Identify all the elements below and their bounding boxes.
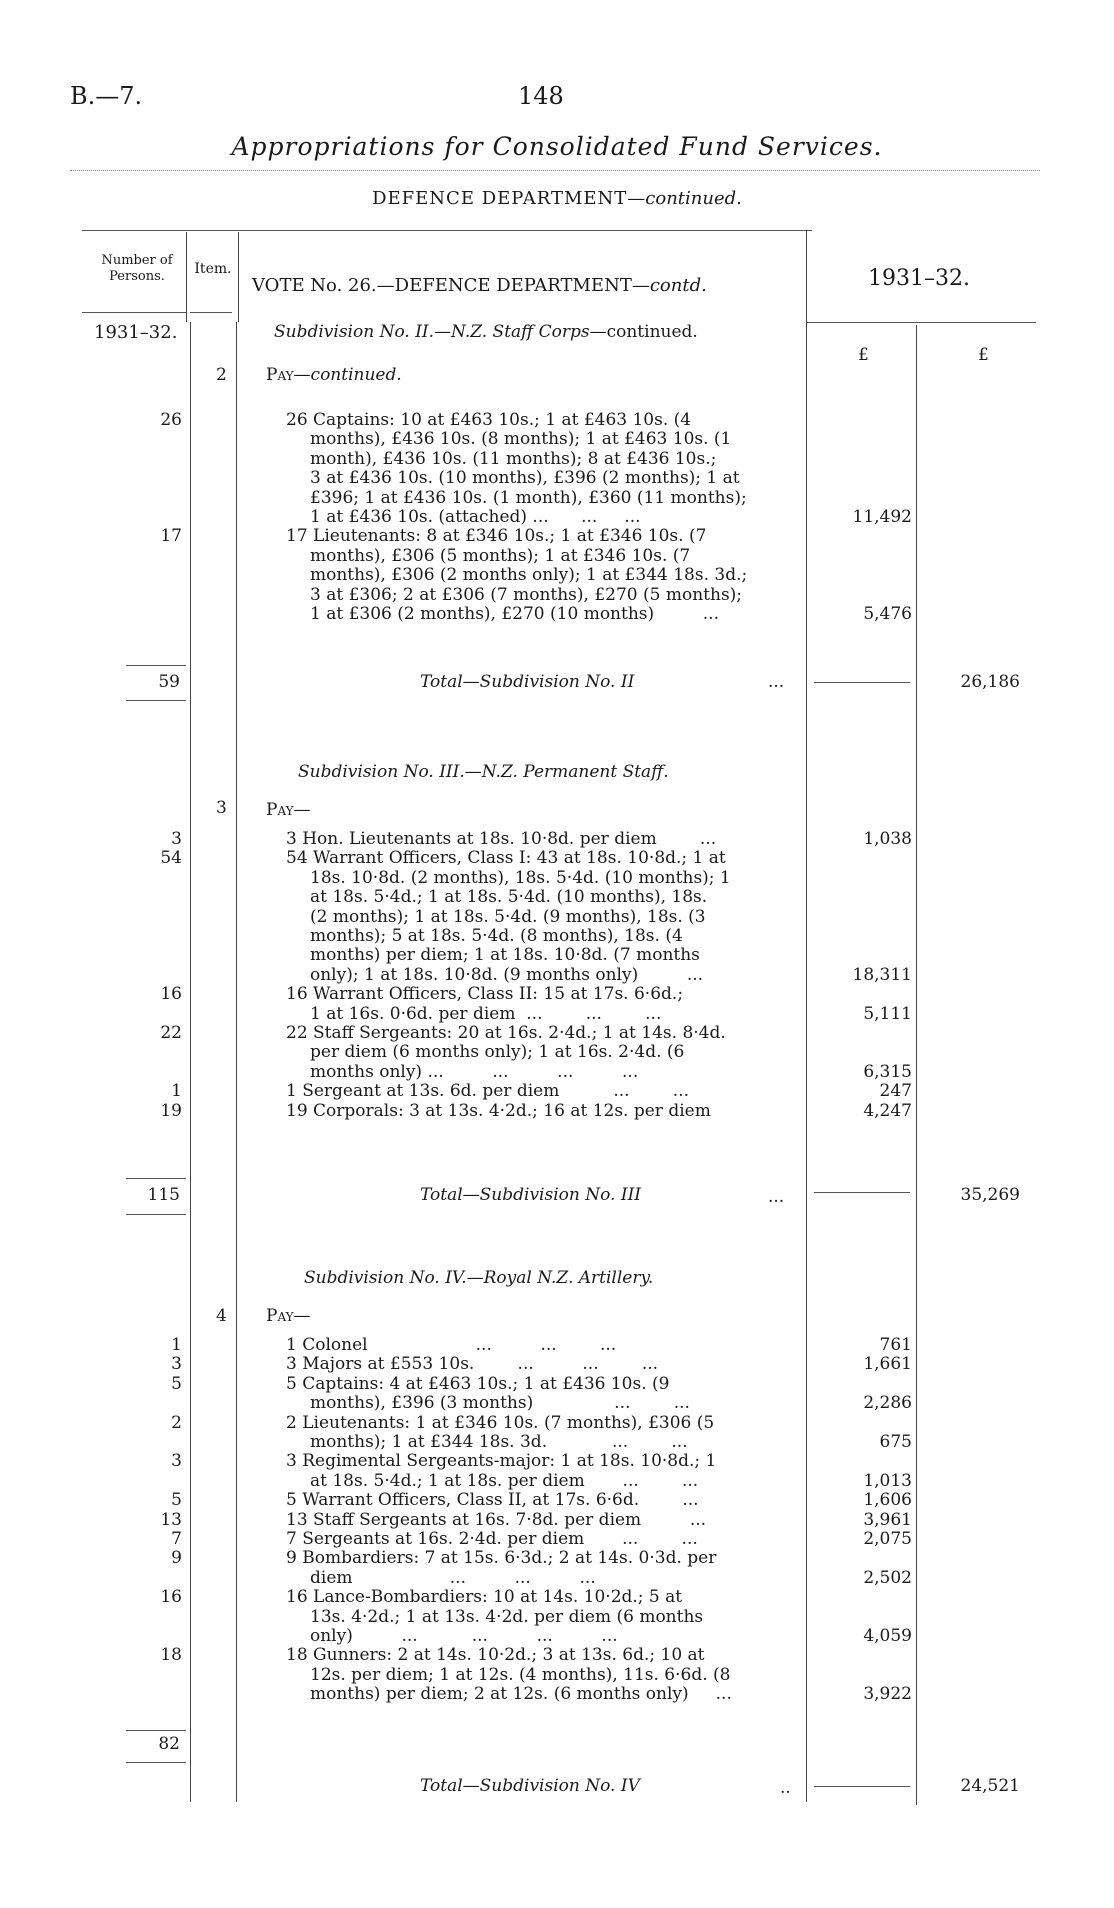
row-text-line: 18 Gunners: 2 at 14s. 10·2d.; 3 at 13s. 6d.; 10 at [286, 1645, 705, 1666]
row-text-line: per diem (6 months only); 1 at 16s. 2·4d. (6 [310, 1042, 685, 1063]
row-text-line: at 18s. 5·4d.; 1 at 18s. 5·4d. (10 months), 18s. [310, 887, 708, 908]
subdivision-2-item: 2 [216, 365, 227, 385]
year-header: 1931–32. [868, 266, 970, 291]
row-persons: 22 [160, 1023, 182, 1043]
row-text-line: 1 at 16s. 0·6d. per diem ... ... ... [310, 1003, 662, 1024]
row-text-line: 7 Sergeants at 16s. 2·4d. per diem ... ... [286, 1529, 698, 1549]
row-amount: 4,247 [863, 1100, 912, 1121]
row-amount: 675 [879, 1432, 912, 1452]
subdivision-3-total-amount-rule [814, 1192, 910, 1193]
row-text-line: 3 Hon. Lieutenants at 18s. 10·8d. per diem ... [286, 829, 717, 849]
row-text-line: 12s. per diem; 1 at 12s. (4 months), 11s. 6·6d. (8 [310, 1664, 731, 1685]
row-amount: 3,922 [863, 1684, 912, 1705]
pound-head-rule [806, 322, 1036, 323]
subdivision-4-title: Subdivision No. IV.—Royal N.Z. Artillery. [304, 1268, 654, 1288]
row-text-line: month), £436 10s. (11 months); 8 at £436 10s.; [310, 448, 717, 469]
row-text-line: months) per diem; 1 at 18s. 10·8d. (7 months [310, 945, 700, 966]
subdivision-2-total-rule-bottom [126, 700, 186, 701]
year-col-divider [806, 230, 807, 322]
row-text-line: 19 Corporals: 3 at 13s. 4·2d.; 16 at 12s. per diem [286, 1100, 711, 1121]
subdivision-3-title: Subdivision No. III.—N.Z. Permanent Staff. [298, 762, 669, 782]
row-persons: 2 [171, 1412, 182, 1433]
subdivision-4-total-persons: 82 [158, 1734, 180, 1754]
row-amount: 5,476 [863, 604, 912, 624]
row-persons: 1 [171, 1335, 182, 1355]
subdivision-4-total-amount: 24,521 [960, 1776, 1020, 1796]
row-text-line: 16 Lance-Bombardiers: 10 at 14s. 10·2d.; 5 at [286, 1587, 683, 1608]
row-text-line: 18s. 10·8d. (2 months), 18s. 5·4d. (10 months); 1 [310, 867, 731, 888]
row-persons: 3 [171, 1354, 182, 1375]
subdivision-4-total-amount-rule [814, 1786, 910, 1787]
row-persons: 13 [160, 1509, 182, 1530]
subdivision-2-total-rule-top [126, 665, 186, 666]
persons-year: 1931–32. [94, 322, 178, 343]
row-text-line: months only) ... ... ... ... [310, 1061, 639, 1082]
item-right-rule [236, 322, 237, 1802]
row-amount: 5,111 [863, 1003, 912, 1024]
persons-col-divider [186, 232, 187, 322]
row-amount: 1,606 [863, 1490, 912, 1511]
subdivision-2-total-amount: 26,186 [960, 672, 1020, 692]
row-amount: 761 [879, 1335, 912, 1355]
row-persons: 1 [171, 1081, 182, 1102]
row-persons: 9 [171, 1548, 182, 1569]
page-number: 148 [518, 82, 564, 110]
table-top-rule [82, 230, 812, 231]
row-amount: 2,502 [863, 1567, 912, 1588]
row-text-line: 26 Captains: 10 at £463 10s.; 1 at £463 10s. (4 [286, 410, 692, 430]
row-amount: 11,492 [852, 507, 912, 527]
row-text-line: months) per diem; 2 at 12s. (6 months only) ... [310, 1684, 732, 1705]
row-amount: 2,286 [863, 1393, 912, 1414]
item-col-header: Item. [194, 261, 232, 277]
row-persons: 7 [171, 1529, 182, 1549]
row-amount: 4,059 [863, 1626, 912, 1646]
row-text-line: 3 at £436 10s. (10 months), £396 (2 months); 1 at [310, 468, 740, 489]
subdivision-2-total-amount-rule [814, 682, 910, 683]
row-amount: 247 [879, 1081, 912, 1102]
row-text-line: 16 Warrant Officers, Class II: 15 at 17s. 6·6d.; [286, 984, 684, 1005]
row-text-line: only); 1 at 18s. 10·8d. (9 months only) ... [310, 964, 704, 985]
row-text-line: 1 at £306 (2 months), £270 (10 months) ... [310, 604, 719, 624]
row-persons: 3 [171, 1451, 182, 1472]
persons-col-header: Number of Persons. [101, 253, 173, 284]
subdivision-4-total-rule-bottom [126, 1762, 186, 1763]
subdivision-3-total-rule-bottom [126, 1214, 186, 1215]
row-persons: 18 [160, 1645, 182, 1666]
row-persons: 5 [171, 1373, 182, 1394]
row-text-line: months); 1 at £344 18s. 3d. ... ... [310, 1432, 688, 1452]
subdivision-3-total-persons: 115 [147, 1185, 180, 1205]
row-text-line: months), £306 (2 months only); 1 at £344 18s. 3d.; [310, 565, 748, 586]
subdivision-3-pay: Pay— [266, 800, 311, 820]
department-heading: DEFENCE DEPARTMENT—continued. [372, 188, 742, 209]
row-text-line: 13 Staff Sergeants at 16s. 7·8d. per diem ... [286, 1509, 707, 1530]
pound-sign-1: £ [858, 345, 869, 365]
page-title: Appropriations for Consolidated Fund Services. [231, 132, 883, 161]
subdivision-4-total-rule-top [126, 1730, 186, 1731]
subdivision-2-total-persons: 59 [158, 672, 180, 692]
persons-head-rule [82, 312, 186, 313]
row-text-line: (2 months); 1 at 18s. 5·4d. (9 months), 18s. (3 [310, 906, 706, 927]
pound-sign-2: £ [978, 345, 989, 365]
subdivision-4-item: 4 [216, 1306, 227, 1326]
subdivision-2-total-label: Total—Subdivision No. II [420, 672, 635, 692]
subdivision-2-pay: Pay—continued. [266, 365, 402, 385]
row-amount: 1,038 [863, 829, 912, 849]
row-amount: 18,311 [852, 964, 912, 985]
subdivision-3-total-rule-top [126, 1178, 186, 1179]
subdivision-3-total-dots: ... [768, 1187, 785, 1207]
row-persons: 16 [160, 984, 182, 1005]
row-text-line: 13s. 4·2d.; 1 at 13s. 4·2d. per diem (6 months [310, 1606, 704, 1627]
row-text-line: months), £396 (3 months) ... ... [310, 1393, 690, 1414]
subdivision-3-total-amount: 35,269 [960, 1185, 1020, 1205]
row-text-line: at 18s. 5·4d.; 1 at 18s. per diem ... ... [310, 1470, 699, 1491]
row-persons: 26 [160, 410, 182, 430]
row-text-line: 17 Lieutenants: 8 at £346 10s.; 1 at £346 10s. (7 [286, 526, 707, 547]
row-text-line: £396; 1 at £436 10s. (1 month), £360 (11 months); [310, 487, 747, 508]
row-amount: 3,961 [863, 1509, 912, 1530]
row-text-line: 3 at £306; 2 at £306 (7 months), £270 (5 months); [310, 584, 743, 605]
row-text-line: months); 5 at 18s. 5·4d. (8 months), 18s. (4 [310, 926, 683, 946]
row-persons: 16 [160, 1587, 182, 1608]
subdivision-3-item: 3 [216, 798, 227, 818]
row-text-line: months), £306 (5 months); 1 at £346 10s. (7 [310, 545, 691, 566]
vote-title: VOTE No. 26.—DEFENCE DEPARTMENT—contd. [252, 275, 707, 296]
subdivision-3-total-label: Total—Subdivision No. III [420, 1185, 642, 1205]
subdivision-2-title: Subdivision No. II.—N.Z. Staff Corps—continued. [274, 322, 698, 342]
subdivision-2-total-dots: ... [768, 672, 785, 692]
subdivision-4-total-dots: .. [780, 1778, 791, 1798]
row-text-line: 5 Captains: 4 at £463 10s.; 1 at £436 10s. (9 [286, 1373, 670, 1394]
row-text-line: 1 Colonel ... ... ... [286, 1335, 617, 1355]
subdivision-4-pay: Pay— [266, 1306, 311, 1326]
row-text-line: 2 Lieutenants: 1 at £346 10s. (7 months), £306 (5 [286, 1412, 715, 1433]
row-text-line: only) ... ... ... ... [310, 1626, 618, 1646]
row-amount: 2,075 [863, 1529, 912, 1549]
row-text-line: 22 Staff Sergeants: 20 at 16s. 2·4d.; 1 at 14s. 8·4d. [286, 1023, 726, 1043]
row-text-line: 1 Sergeant at 13s. 6d. per diem ... ... [286, 1081, 690, 1102]
title-divider [70, 170, 1040, 171]
row-text-line: 1 at £436 10s. (attached) ... ... ... [310, 507, 641, 527]
row-text-line: 3 Regimental Sergeants-major: 1 at 18s. 10·8d.; 1 [286, 1451, 717, 1472]
row-persons: 5 [171, 1490, 182, 1511]
item-head-rule [190, 312, 232, 313]
row-persons: 17 [160, 526, 182, 547]
amount-mid-rule [916, 325, 917, 1805]
row-persons: 19 [160, 1100, 182, 1121]
row-text-line: 3 Majors at £553 10s. ... ... ... [286, 1354, 659, 1375]
item-col-divider [238, 232, 239, 322]
row-amount: 6,315 [863, 1061, 912, 1082]
row-text-line: 54 Warrant Officers, Class I: 43 at 18s. 10·8d.; 1 at [286, 848, 726, 869]
row-amount: 1,661 [863, 1354, 912, 1375]
row-text-line: diem ... ... ... [310, 1567, 596, 1588]
item-left-rule [190, 322, 191, 1802]
row-persons: 54 [160, 848, 182, 869]
row-persons: 3 [171, 829, 182, 849]
row-text-line: 9 Bombardiers: 7 at 15s. 6·3d.; 2 at 14s. 0·3d. per [286, 1548, 717, 1569]
row-text-line: months), £436 10s. (8 months); 1 at £463 10s. (1 [310, 429, 732, 450]
document-code: B.—7. [70, 82, 143, 110]
row-amount: 1,013 [863, 1470, 912, 1491]
amount-left-rule [806, 322, 807, 1802]
subdivision-4-total-label: Total—Subdivision No. IV [420, 1776, 640, 1796]
row-text-line: 5 Warrant Officers, Class II, at 17s. 6·6d. ... [286, 1490, 699, 1511]
